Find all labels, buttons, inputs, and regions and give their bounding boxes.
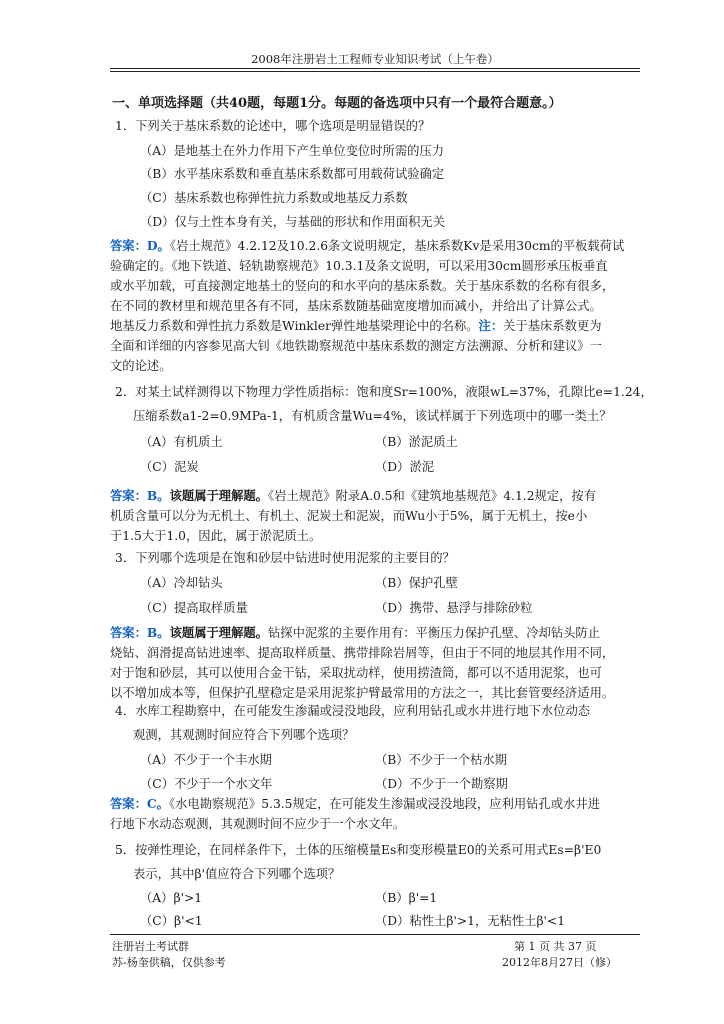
q2-answer-label: 答案：B。 (110, 488, 170, 503)
q4-option-b: （B）不少于一个枯水期 (375, 753, 508, 767)
footer-page-number: 第 1 页 共 37 页 (514, 940, 597, 953)
q5-option-c: （C）β'<1 (140, 914, 203, 928)
q1-explain-line3: 或水平加载，可直接测定地基土的竖向的和水平向的基床系数。关于基床系数的名称有很多， (110, 279, 615, 293)
q1-explain-line7: 文的论述。 (110, 359, 172, 373)
q2-explain-line3: 于1.5大于1.0，因此，属于淤泥质土。 (110, 529, 322, 543)
q4-stem-line2: 观测，其观测时间应符合下列哪个选项？ (133, 728, 355, 742)
header-rule (110, 68, 640, 69)
q1-note-label: 注： (478, 318, 504, 333)
q3-answer-label: 答案：B。 (110, 625, 170, 640)
header-rule-thin (110, 71, 640, 72)
q3-option-b: （B）保护孔壁 (375, 576, 458, 590)
q3-stem: 3．下列哪个选项是在饱和砂层中钻进时使用泥浆的主要目的？ (115, 551, 455, 565)
q1-option-a: （A）是地基土在外力作用下产生单位变位时所需的压力 (140, 144, 445, 158)
footer-date: 2012年8月27日（修） (502, 956, 617, 969)
q2-option-b: （B）淤泥质土 (375, 435, 458, 449)
q5-option-b: （B）β'=1 (375, 891, 438, 905)
q4-option-c: （C）不少于一个水文年 (140, 777, 273, 791)
q4-answer-line1: 答案：C。《水电勘察规范》5.3.5规定，在可能发生渗漏或浸没地段，应利用钻孔或水井进 (110, 796, 600, 811)
q1-explain-line4: 在不同的教材里和规范里各有不同，基床系数随基础宽度增加而减小，并给出了计算公式。 (110, 299, 602, 313)
q1-answer-label: 答案：D。 (110, 238, 170, 253)
q1-option-c: （C）基床系数也称弹性抗力系数或地基反力系数 (140, 191, 408, 205)
q3-option-d: （D）携带、悬浮与排除砂粒 (375, 601, 533, 615)
footer-rule (110, 934, 640, 935)
footer-group: 注册岩土考试群 (112, 940, 189, 953)
section-title: 一、单项选择题（共40题，每题1分。每题的备选项中只有一个最符合题意。） (112, 96, 562, 111)
q4-explain-line2: 行地下水动态观测，其观测时间不应少于一个水文年。 (110, 817, 406, 831)
q1-explain-line2: 验确定的。《地下铁道、轻轨勘察规范》10.3.1及条文说明，可以采用30cm圆形承压板垂直 (110, 259, 608, 273)
q5-stem-line2: 表示，其中β'值应符合下列哪个选项？ (133, 867, 341, 881)
q3-answer-line1: 答案：B。该题属于理解题。钻探中泥浆的主要作用有：平衡压力保护孔壁、冷却钻头防止 (110, 625, 601, 640)
q3-explain-line4: 以不增加成本等，但保护孔壁稳定是采用泥浆护臂最常用的方法之一，其比套管要经济适用。 (110, 686, 615, 700)
q2-explain-line2: 机质含量可以分为无机土、有机土、泥炭土和泥炭，而Wu小于5%，属于无机土，按e小 (110, 509, 588, 523)
q2-answer-line1: 答案：B。该题属于理解题。《岩土规范》附录A.0.5和《建筑地基规范》4.1.2规定，按有 (110, 488, 597, 503)
q1-option-b: （B）水平基床系数和垂直基床系数都可用载荷试验确定 (140, 167, 445, 181)
q4-answer-label: 答案：C。 (110, 796, 169, 811)
q2-stem-line1: 2．对某土试样测得以下物理力学性质指标：饱和度Sr=100%，液限wL=37%，孔隙比e=1.24， (115, 385, 653, 399)
q2-option-d: （D）淤泥 (375, 460, 435, 474)
q3-explain-line3: 对于饱和砂层，其可以使用合金干钻，采取扰动样，使用捞渣筒，都可以不适用泥浆，也可 (110, 666, 602, 680)
page-header: 2008年注册岩土工程师专业知识考试（上午卷） (251, 52, 499, 66)
footer-source: 苏-杨奎供稿，仅供参考 (112, 956, 226, 969)
q4-option-d: （D）不少于一个勘察期 (375, 777, 508, 791)
q1-stem: 1．下列关于基床系数的论述中，哪个选项是明显错误的？ (115, 119, 431, 133)
q1-answer-line1: 答案：D。《岩土规范》4.2.12及10.2.6条文说明规定，基床系数Kv是采用30cm的平板载荷试 (110, 238, 625, 253)
q2-stem-line2: 压缩系数a1-2=0.9MPa-1，有机质含量Wu=4%，该试样属于下列选项中的哪一类土？ (133, 409, 612, 423)
q4-option-a: （A）不少于一个丰水期 (140, 753, 272, 767)
q2-option-a: （A）有机质土 (140, 435, 223, 449)
q3-explain-line2: 烧钻、润滑提高钻进速率、提高取样质量、携带排除岩屑等，但由于不同的地层其作用不同， (110, 646, 615, 660)
q5-option-a: （A）β'>1 (140, 891, 203, 905)
q2-option-c: （C）泥炭 (140, 460, 199, 474)
q1-option-d: （D）仅与土性本身有关，与基础的形状和作用面积无关 (140, 215, 445, 229)
q1-explain-line6: 全面和详细的内容参见高大钊《地铁勘察规范中基床系数的测定方法溯源、分析和建议》一 (110, 339, 602, 353)
q5-option-d: （D）粘性土β'>1，无粘性土β'<1 (375, 914, 566, 928)
q4-stem-line1: 4．水库工程勘察中，在可能发生渗漏或浸没地段，应利用钻孔或水井进行地下水位动态 (115, 704, 591, 718)
q1-explain-line5: 地基反力系数和弹性抗力系数是Winkler弹性地基梁理论中的名称。注：关于基床系数更为 (110, 318, 602, 333)
q5-stem-line1: 5．按弹性理论，在同样条件下，土体的压缩模量Es和变形模量E0的关系可用式Es=β'E0 (115, 843, 602, 857)
q3-option-a: （A）冷却钻头 (140, 576, 223, 590)
q3-option-c: （C）提高取样质量 (140, 601, 248, 615)
